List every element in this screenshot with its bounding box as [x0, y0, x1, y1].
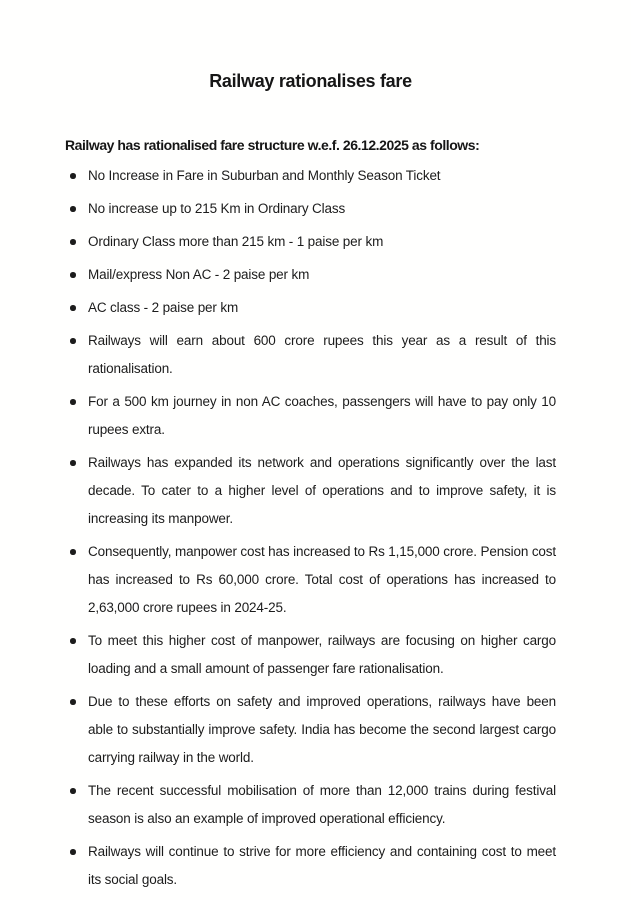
bullet-icon [70, 305, 76, 311]
bullet-item [65, 627, 556, 683]
bullet-icon [70, 788, 76, 794]
bullet-item [65, 327, 556, 383]
bullet-item [65, 777, 556, 833]
bullet-icon [70, 549, 76, 555]
bullet-item [65, 195, 556, 223]
bullet-icon [70, 849, 76, 855]
bullet-text: Railways has expanded its network and operations significantly over the last decade. To cater to a higher level of operations and to improve safety, it is increasing its manpower. [88, 455, 556, 526]
bullet-text: No increase up to 215 Km in Ordinary Class [88, 201, 346, 216]
bullet-text: Due to these efforts on safety and improved operations, railways have been able to substantially improve safety. India has become the second largest cargo carrying railway in the world. [88, 694, 556, 765]
bullet-icon [70, 272, 76, 278]
bullet-text: Mail/express Non AC - 2 paise per km [88, 267, 310, 282]
intro-heading: Railway has rationalised fare structure w.e.f. 26.12.2025 as follows: [65, 137, 480, 153]
bullet-icon [70, 699, 76, 705]
bullet-list [65, 162, 556, 894]
bullet-text: For a 500 km journey in non AC coaches, passengers will have to pay only 10 rupees extra. [88, 394, 556, 437]
bullet-item [65, 688, 556, 772]
bullet-icon [70, 638, 76, 644]
bullet-item [65, 261, 556, 289]
bullet-icon [70, 206, 76, 212]
bullet-text: No Increase in Fare in Suburban and Monthly Season Ticket [88, 168, 441, 183]
bullet-icon [70, 399, 76, 405]
bullet-item [65, 838, 556, 894]
bullet-icon [70, 173, 76, 179]
bullet-icon [70, 338, 76, 344]
bullet-text: Railways will earn about 600 crore rupees this year as a result of this rationalisation. [88, 333, 556, 376]
bullet-text: To meet this higher cost of manpower, railways are focusing on higher cargo loading and a small amount of passenger fare rationalisation. [88, 633, 556, 676]
bullet-text: Railways will continue to strive for more efficiency and containing cost to meet its social goals. [88, 844, 556, 887]
bullet-text: Ordinary Class more than 215 km - 1 paise per km [88, 234, 384, 249]
bullet-text: Consequently, manpower cost has increased to Rs 1,15,000 crore. Pension cost has increased to Rs 60,000 crore. Total cost of operations has increased to 2,63,000 crore rupees in 2024-25. [88, 544, 556, 615]
bullet-icon [70, 239, 76, 245]
bullet-item [65, 449, 556, 533]
bullet-text: AC class - 2 paise per km [88, 300, 239, 315]
bullet-item [65, 538, 556, 622]
bullet-text: The recent successful mobilisation of more than 12,000 trains during festival season is also an example of improved operational efficiency. [88, 783, 556, 826]
bullet-item [65, 228, 556, 256]
bullet-item [65, 162, 556, 190]
bullet-icon [70, 460, 76, 466]
bullet-item [65, 294, 556, 322]
bullet-item [65, 388, 556, 444]
page-title: Railway rationalises fare [209, 71, 412, 91]
